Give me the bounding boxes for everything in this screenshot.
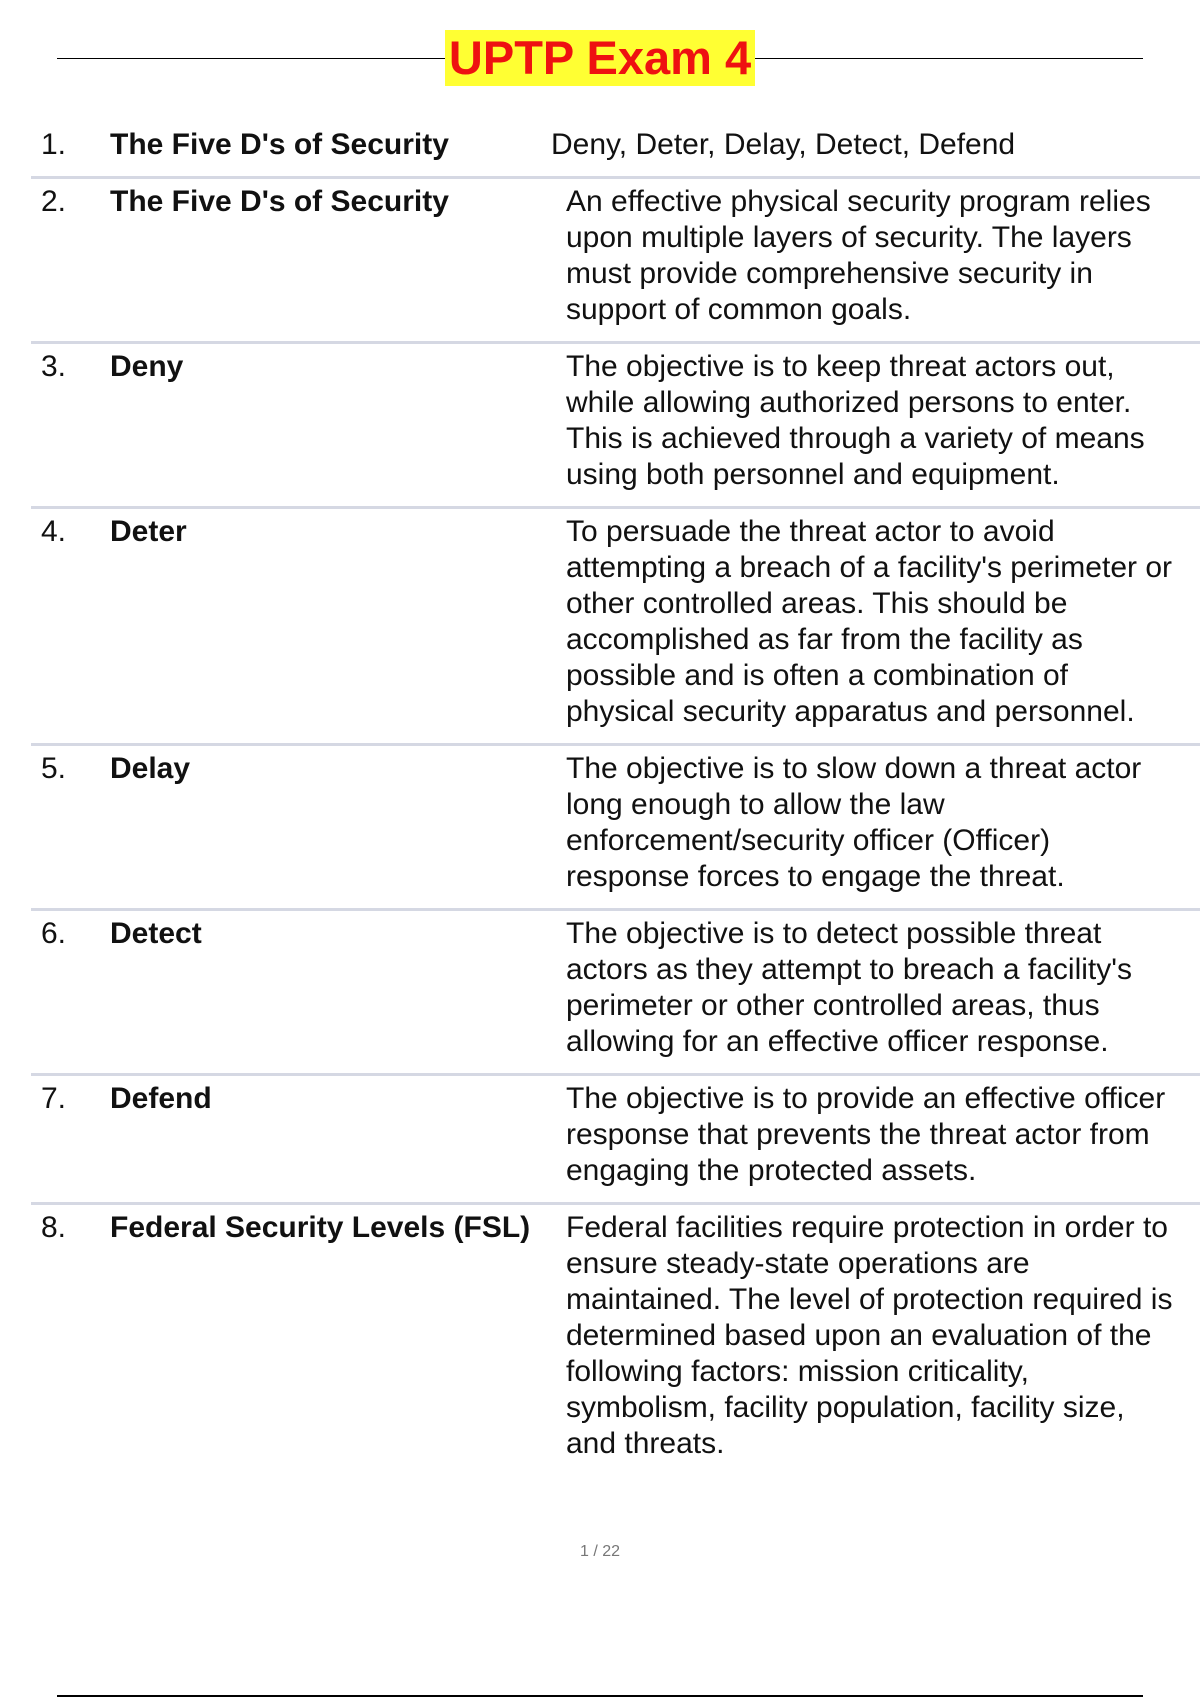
card-definition: To persuade the threat actor to avoid attempting a breach of a facility's perimeter or other controlled areas. This should be accomplished as far from the facility as possible and is often a combination of physical security apparatus and personnel. (566, 515, 1173, 728)
card-definition: The objective is to slow down a threat actor long enough to allow the law enforcement/security officer (Officer) response forces to engage the threat. (566, 752, 1142, 893)
card-definition: The objective is to detect possible threat actors as they attempt to breach a facility's perimeter or other controlled areas, thus allowing for an effective officer response. (566, 917, 1132, 1058)
card-definition: An effective physical security program relies upon multiple layers of security. The layers must provide comprehensive security in support of common goals. (566, 185, 1151, 326)
card-term: Deter (110, 515, 187, 548)
card-number: 5. (41, 752, 67, 785)
flashcard-row (31, 118, 1200, 179)
document-title: UPTP Exam 4 (445, 30, 755, 86)
card-term: Delay (110, 752, 191, 785)
header-rule-right (755, 58, 1143, 59)
card-number: 4. (41, 515, 67, 548)
card-term: Federal Security Levels (FSL) (110, 1211, 531, 1244)
card-number: 8. (41, 1211, 67, 1244)
flashcard-row (31, 344, 1200, 509)
card-definition: The objective is to provide an effective officer response that prevents the threat actor from engaging the protected assets. (566, 1082, 1166, 1187)
header-rule-left (57, 58, 445, 59)
card-term: The Five D's of Security (110, 128, 449, 161)
card-term: Defend (110, 1082, 212, 1115)
card-number: 3. (41, 350, 67, 383)
flashcard-row (31, 1076, 1200, 1205)
flashcard-row (31, 746, 1200, 911)
flashcard-row (31, 911, 1200, 1076)
flashcard-row (31, 1205, 1200, 1475)
document-header (57, 30, 1143, 86)
card-definition: The objective is to keep threat actors out, while allowing authorized persons to enter. This is achieved through a variety of means using both personnel and equipment. (566, 350, 1145, 491)
card-definition: Deny, Deter, Delay, Detect, Defend (551, 128, 1016, 161)
footer-rule (57, 1695, 1143, 1697)
flashcard-row (31, 509, 1200, 746)
card-definition: Federal facilities require protection in order to ensure steady-state operations are maintained. The level of protection required is determined based upon an evaluation of the following factors: mission criticality, symbolism, facility population, facility size, and threats. (566, 1211, 1173, 1460)
card-term: Detect (110, 917, 202, 950)
card-number: 1. (41, 128, 67, 161)
card-number: 6. (41, 917, 67, 950)
flashcard-list (31, 118, 1200, 1475)
card-term: The Five D's of Security (110, 185, 449, 218)
card-number: 2. (41, 185, 67, 218)
card-number: 7. (41, 1082, 67, 1115)
page-indicator: 1 / 22 (579, 1543, 621, 1560)
card-term: Deny (110, 350, 184, 383)
flashcard-row (31, 179, 1200, 344)
